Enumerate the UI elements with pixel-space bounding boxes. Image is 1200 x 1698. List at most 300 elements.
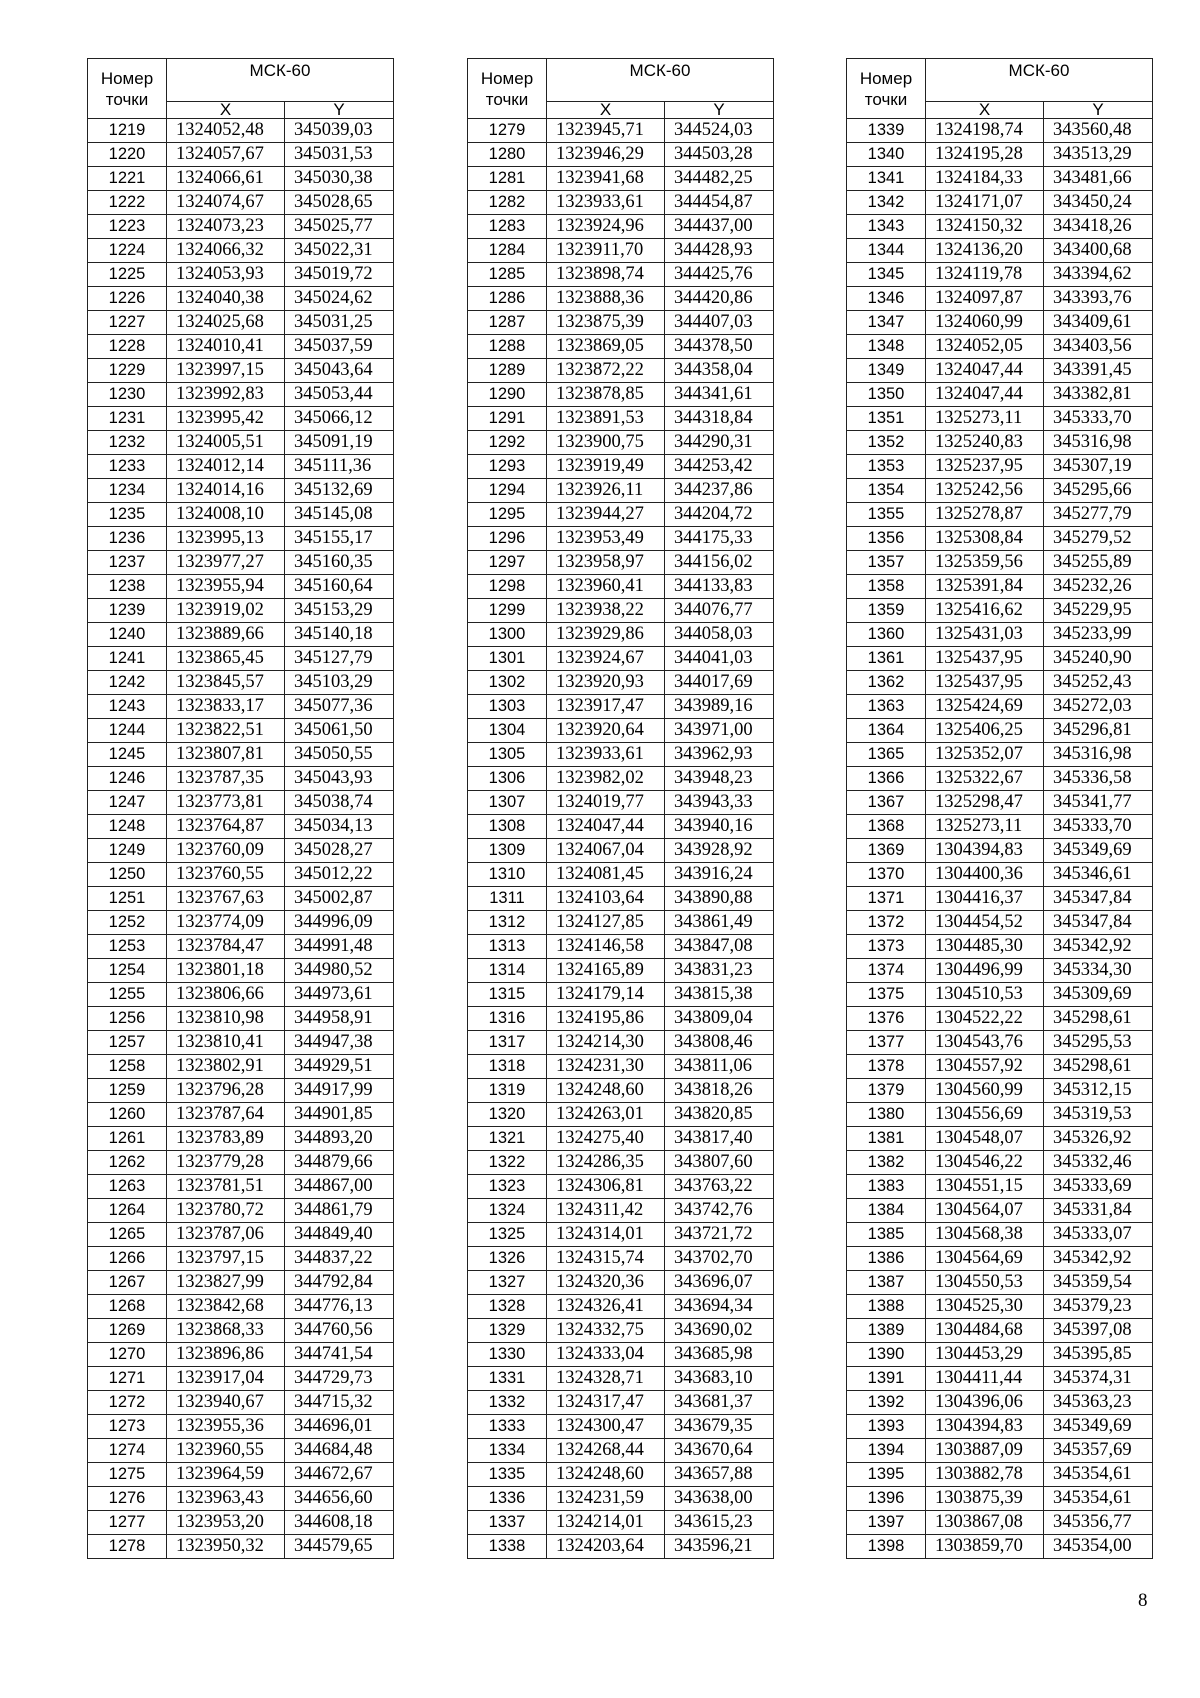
x-coordinate-cell: 1323796,28 [167, 1079, 285, 1103]
y-coordinate-cell: 343940,16 [665, 815, 774, 839]
point-number-cell: 1345 [847, 263, 926, 287]
table-row [468, 1343, 774, 1367]
x-coordinate-cell: 1324067,04 [547, 839, 665, 863]
x-coordinate-cell: 1323995,13 [167, 527, 285, 551]
y-coordinate-cell: 345346,61 [1044, 863, 1153, 887]
table-row [88, 239, 394, 263]
y-coordinate-cell: 345279,52 [1044, 527, 1153, 551]
point-number-cell: 1334 [468, 1439, 547, 1463]
y-coordinate-cell: 345359,54 [1044, 1271, 1153, 1295]
x-coordinate-cell: 1323941,68 [547, 167, 665, 191]
y-coordinate-cell: 343393,76 [1044, 287, 1153, 311]
x-coordinate-cell: 1324300,47 [547, 1415, 665, 1439]
table-row [468, 215, 774, 239]
y-coordinate-cell: 343818,26 [665, 1079, 774, 1103]
x-coordinate-cell: 1323779,28 [167, 1151, 285, 1175]
point-number-cell: 1236 [88, 527, 167, 551]
y-coordinate-cell: 344867,00 [285, 1175, 394, 1199]
coordinates-table-1 [87, 58, 394, 1559]
point-number-cell: 1353 [847, 455, 926, 479]
x-coordinate-cell: 1325437,95 [926, 647, 1044, 671]
x-coordinate-cell: 1323872,22 [547, 359, 665, 383]
table-row [88, 959, 394, 983]
point-number-cell: 1308 [468, 815, 547, 839]
point-number-cell: 1294 [468, 479, 547, 503]
point-number-cell: 1239 [88, 599, 167, 623]
y-coordinate-cell: 345077,36 [285, 695, 394, 719]
point-number-cell: 1373 [847, 935, 926, 959]
point-number-cell: 1348 [847, 335, 926, 359]
point-number-cell: 1396 [847, 1487, 926, 1511]
point-number-cell: 1319 [468, 1079, 547, 1103]
x-coordinate-cell: 1325237,95 [926, 455, 1044, 479]
table-row [468, 1079, 774, 1103]
point-number-cell: 1291 [468, 407, 547, 431]
y-coordinate-cell: 345002,87 [285, 887, 394, 911]
x-coordinate-cell: 1323767,63 [167, 887, 285, 911]
coordinate-system-header: МСК-60 [926, 59, 1153, 102]
table-row [88, 215, 394, 239]
y-coordinate-cell: 343657,88 [665, 1463, 774, 1487]
y-coordinate-cell: 345349,69 [1044, 1415, 1153, 1439]
y-coordinate-cell: 344290,31 [665, 431, 774, 455]
y-coordinate-cell: 345326,92 [1044, 1127, 1153, 1151]
point-number-cell: 1281 [468, 167, 547, 191]
table-row [847, 359, 1153, 383]
point-number-cell: 1220 [88, 143, 167, 167]
x-coordinate-cell: 1324198,74 [926, 119, 1044, 143]
table-row [847, 503, 1153, 527]
point-number-cell: 1323 [468, 1175, 547, 1199]
y-coordinate-cell: 345397,08 [1044, 1319, 1153, 1343]
point-number-cell: 1252 [88, 911, 167, 935]
table-row [88, 383, 394, 407]
point-number-cell: 1377 [847, 1031, 926, 1055]
x-coordinate-cell: 1323787,64 [167, 1103, 285, 1127]
y-coordinate-cell: 343989,16 [665, 695, 774, 719]
x-coordinate-cell: 1323865,45 [167, 647, 285, 671]
point-number-cell: 1270 [88, 1343, 167, 1367]
table-row [468, 671, 774, 695]
point-number-cell: 1316 [468, 1007, 547, 1031]
table-row [88, 1511, 394, 1535]
table-row [847, 1487, 1153, 1511]
x-coordinate-cell: 1324268,44 [547, 1439, 665, 1463]
y-coordinate-cell: 343683,10 [665, 1367, 774, 1391]
y-coordinate-cell: 344980,52 [285, 959, 394, 983]
y-coordinate-cell: 345155,17 [285, 527, 394, 551]
x-coordinate-cell: 1323911,70 [547, 239, 665, 263]
x-coordinate-cell: 1324326,41 [547, 1295, 665, 1319]
table-row [468, 599, 774, 623]
table-row [468, 1175, 774, 1199]
x-coordinate-cell: 1323926,11 [547, 479, 665, 503]
y-coordinate-cell: 343409,61 [1044, 311, 1153, 335]
x-coordinate-cell: 1325298,47 [926, 791, 1044, 815]
point-number-cell: 1390 [847, 1343, 926, 1367]
x-coordinate-cell: 1324081,45 [547, 863, 665, 887]
x-coordinate-cell: 1324179,14 [547, 983, 665, 1007]
x-coordinate-cell: 1304485,30 [926, 935, 1044, 959]
y-coordinate-cell: 345232,26 [1044, 575, 1153, 599]
point-number-cell: 1378 [847, 1055, 926, 1079]
x-coordinate-cell: 1304548,07 [926, 1127, 1044, 1151]
point-number-cell: 1349 [847, 359, 926, 383]
x-coordinate-cell: 1324333,04 [547, 1343, 665, 1367]
point-number-cell: 1333 [468, 1415, 547, 1439]
point-number-cell: 1225 [88, 263, 167, 287]
point-number-cell: 1341 [847, 167, 926, 191]
x-coordinate-cell: 1324040,38 [167, 287, 285, 311]
x-coordinate-cell: 1303859,70 [926, 1535, 1044, 1559]
point-number-cell: 1234 [88, 479, 167, 503]
point-number-cell: 1247 [88, 791, 167, 815]
y-coordinate-cell: 344318,84 [665, 407, 774, 431]
y-header: Y [665, 102, 774, 119]
table-row [468, 1439, 774, 1463]
x-coordinate-cell: 1324286,35 [547, 1151, 665, 1175]
point-number-cell: 1238 [88, 575, 167, 599]
table-row [88, 935, 394, 959]
y-coordinate-cell: 345140,18 [285, 623, 394, 647]
x-coordinate-cell: 1324150,32 [926, 215, 1044, 239]
table-row [88, 1487, 394, 1511]
x-coordinate-cell: 1323929,86 [547, 623, 665, 647]
y-coordinate-cell: 345111,36 [285, 455, 394, 479]
x-coordinate-cell: 1324010,41 [167, 335, 285, 359]
y-coordinate-cell: 345331,84 [1044, 1199, 1153, 1223]
x-coordinate-cell: 1324195,28 [926, 143, 1044, 167]
y-coordinate-cell: 343916,24 [665, 863, 774, 887]
y-coordinate-cell: 344437,00 [665, 215, 774, 239]
point-number-cell: 1248 [88, 815, 167, 839]
x-coordinate-cell: 1325242,56 [926, 479, 1044, 503]
point-number-cell: 1327 [468, 1271, 547, 1295]
table-row [847, 1103, 1153, 1127]
point-number-cell: 1315 [468, 983, 547, 1007]
table-row [468, 743, 774, 767]
y-coordinate-cell: 345153,29 [285, 599, 394, 623]
point-number-cell: 1223 [88, 215, 167, 239]
point-number-cell: 1250 [88, 863, 167, 887]
x-coordinate-cell: 1324311,42 [547, 1199, 665, 1223]
point-number-cell: 1257 [88, 1031, 167, 1055]
x-coordinate-cell: 1323920,93 [547, 671, 665, 695]
x-coordinate-cell: 1323938,22 [547, 599, 665, 623]
point-number-cell: 1245 [88, 743, 167, 767]
y-coordinate-cell: 344715,32 [285, 1391, 394, 1415]
table-row [88, 407, 394, 431]
table-row [847, 983, 1153, 1007]
point-number-cell: 1276 [88, 1487, 167, 1511]
x-coordinate-cell: 1324171,07 [926, 191, 1044, 215]
table-row [847, 887, 1153, 911]
table-row [88, 1199, 394, 1223]
x-coordinate-cell: 1323955,36 [167, 1415, 285, 1439]
y-coordinate-cell: 344958,91 [285, 1007, 394, 1031]
table-row [847, 1367, 1153, 1391]
y-coordinate-cell: 345240,90 [1044, 647, 1153, 671]
x-coordinate-cell: 1325406,25 [926, 719, 1044, 743]
y-coordinate-cell: 345022,31 [285, 239, 394, 263]
x-coordinate-cell: 1325431,03 [926, 623, 1044, 647]
table-row [468, 815, 774, 839]
x-coordinate-cell: 1323963,43 [167, 1487, 285, 1511]
y-coordinate-cell: 345356,77 [1044, 1511, 1153, 1535]
x-coordinate-cell: 1325278,87 [926, 503, 1044, 527]
y-coordinate-cell: 343811,06 [665, 1055, 774, 1079]
point-number-cell: 1358 [847, 575, 926, 599]
x-coordinate-cell: 1323891,53 [547, 407, 665, 431]
y-coordinate-cell: 345160,35 [285, 551, 394, 575]
point-number-cell: 1243 [88, 695, 167, 719]
point-number-cell: 1228 [88, 335, 167, 359]
point-number-cell: 1297 [468, 551, 547, 575]
point-number-cell: 1384 [847, 1199, 926, 1223]
table-row [88, 719, 394, 743]
table-row [88, 1247, 394, 1271]
point-number-cell: 1260 [88, 1103, 167, 1127]
point-number-cell: 1241 [88, 647, 167, 671]
x-coordinate-cell: 1323807,81 [167, 743, 285, 767]
x-coordinate-cell: 1323995,42 [167, 407, 285, 431]
x-coordinate-cell: 1323802,91 [167, 1055, 285, 1079]
table-row [88, 1151, 394, 1175]
y-coordinate-cell: 345043,64 [285, 359, 394, 383]
point-number-cell: 1222 [88, 191, 167, 215]
point-number-cell: 1232 [88, 431, 167, 455]
y-coordinate-cell: 344378,50 [665, 335, 774, 359]
y-coordinate-cell: 345127,79 [285, 647, 394, 671]
table-row [88, 143, 394, 167]
x-coordinate-cell: 1304560,99 [926, 1079, 1044, 1103]
y-coordinate-cell: 344076,77 [665, 599, 774, 623]
point-number-cell: 1283 [468, 215, 547, 239]
point-number-cell: 1367 [847, 791, 926, 815]
point-number-cell: 1330 [468, 1343, 547, 1367]
point-number-cell: 1226 [88, 287, 167, 311]
point-number-cell: 1280 [468, 143, 547, 167]
x-coordinate-cell: 1304543,76 [926, 1031, 1044, 1055]
point-number-cell: 1302 [468, 671, 547, 695]
x-coordinate-cell: 1324073,23 [167, 215, 285, 239]
y-coordinate-cell: 343702,70 [665, 1247, 774, 1271]
table-row [88, 671, 394, 695]
point-number-cell: 1340 [847, 143, 926, 167]
point-number-cell: 1342 [847, 191, 926, 215]
point-number-cell: 1346 [847, 287, 926, 311]
x-coordinate-cell: 1323787,35 [167, 767, 285, 791]
point-number-cell: 1364 [847, 719, 926, 743]
y-coordinate-cell: 343890,88 [665, 887, 774, 911]
table-row [847, 167, 1153, 191]
point-number-cell: 1269 [88, 1319, 167, 1343]
point-number-cell: 1381 [847, 1127, 926, 1151]
x-coordinate-cell: 1323896,86 [167, 1343, 285, 1367]
y-coordinate-cell: 343513,29 [1044, 143, 1153, 167]
point-number-cell: 1285 [468, 263, 547, 287]
y-coordinate-cell: 344175,33 [665, 527, 774, 551]
table-row [468, 911, 774, 935]
y-coordinate-cell: 344133,83 [665, 575, 774, 599]
x-coordinate-cell: 1323919,49 [547, 455, 665, 479]
x-coordinate-cell: 1323783,89 [167, 1127, 285, 1151]
table-row [468, 1415, 774, 1439]
point-number-cell: 1244 [88, 719, 167, 743]
point-number-cell: 1331 [468, 1367, 547, 1391]
x-coordinate-cell: 1325240,83 [926, 431, 1044, 455]
point-number-cell: 1370 [847, 863, 926, 887]
x-coordinate-cell: 1324195,86 [547, 1007, 665, 1031]
x-coordinate-cell: 1323964,59 [167, 1463, 285, 1487]
table-row [468, 647, 774, 671]
y-coordinate-cell: 345349,69 [1044, 839, 1153, 863]
point-number-cell: 1392 [847, 1391, 926, 1415]
table-row [847, 815, 1153, 839]
y-coordinate-cell: 345333,07 [1044, 1223, 1153, 1247]
y-coordinate-cell: 345030,38 [285, 167, 394, 191]
y-coordinate-cell: 345341,77 [1044, 791, 1153, 815]
y-coordinate-cell: 344420,86 [665, 287, 774, 311]
table-row [847, 1295, 1153, 1319]
table-row [847, 1247, 1153, 1271]
table-row [88, 551, 394, 575]
table-row [847, 1007, 1153, 1031]
x-coordinate-cell: 1304568,38 [926, 1223, 1044, 1247]
point-number-cell: 1356 [847, 527, 926, 551]
x-coordinate-cell: 1323878,85 [547, 383, 665, 407]
y-coordinate-cell: 345334,30 [1044, 959, 1153, 983]
point-number-cell: 1286 [468, 287, 547, 311]
y-coordinate-cell: 344929,51 [285, 1055, 394, 1079]
y-coordinate-cell: 344503,28 [665, 143, 774, 167]
x-coordinate-cell: 1323898,74 [547, 263, 665, 287]
y-coordinate-cell: 345034,13 [285, 815, 394, 839]
x-coordinate-cell: 1323842,68 [167, 1295, 285, 1319]
table-row [88, 1175, 394, 1199]
y-coordinate-cell: 345145,08 [285, 503, 394, 527]
point-number-cell: 1265 [88, 1223, 167, 1247]
point-number-cell: 1372 [847, 911, 926, 935]
y-coordinate-cell: 345028,65 [285, 191, 394, 215]
table-row [847, 119, 1153, 143]
x-coordinate-cell: 1323806,66 [167, 983, 285, 1007]
y-coordinate-cell: 343861,49 [665, 911, 774, 935]
x-coordinate-cell: 1323945,71 [547, 119, 665, 143]
x-coordinate-cell: 1323992,83 [167, 383, 285, 407]
table-row [88, 431, 394, 455]
table-row [88, 983, 394, 1007]
y-coordinate-cell: 343391,45 [1044, 359, 1153, 383]
x-coordinate-cell: 1324231,30 [547, 1055, 665, 1079]
point-number-header: Номер точки [88, 59, 167, 119]
table-row [468, 551, 774, 575]
x-coordinate-cell: 1323920,64 [547, 719, 665, 743]
point-number-cell: 1237 [88, 551, 167, 575]
y-coordinate-cell: 344358,04 [665, 359, 774, 383]
table-row [88, 647, 394, 671]
table-row [847, 311, 1153, 335]
x-coordinate-cell: 1325416,62 [926, 599, 1044, 623]
table-row [468, 527, 774, 551]
x-coordinate-cell: 1324275,40 [547, 1127, 665, 1151]
x-coordinate-cell: 1323773,81 [167, 791, 285, 815]
table-row [468, 1367, 774, 1391]
x-coordinate-cell: 1323933,61 [547, 191, 665, 215]
table-row [847, 911, 1153, 935]
x-coordinate-cell: 1324184,33 [926, 167, 1044, 191]
x-coordinate-cell: 1303882,78 [926, 1463, 1044, 1487]
coordinates-table-3 [846, 58, 1153, 1559]
x-coordinate-cell: 1323787,06 [167, 1223, 285, 1247]
table-row [468, 143, 774, 167]
table-row [468, 263, 774, 287]
y-coordinate-cell: 344729,73 [285, 1367, 394, 1391]
y-coordinate-cell: 344253,42 [665, 455, 774, 479]
x-coordinate-cell: 1324019,77 [547, 791, 665, 815]
point-number-cell: 1295 [468, 503, 547, 527]
x-coordinate-cell: 1323982,02 [547, 767, 665, 791]
y-coordinate-cell: 345312,15 [1044, 1079, 1153, 1103]
point-number-cell: 1298 [468, 575, 547, 599]
point-number-cell: 1289 [468, 359, 547, 383]
table-row [88, 839, 394, 863]
x-coordinate-cell: 1324119,78 [926, 263, 1044, 287]
x-coordinate-cell: 1304484,68 [926, 1319, 1044, 1343]
x-coordinate-cell: 1323900,75 [547, 431, 665, 455]
table-row [468, 1511, 774, 1535]
table-row [847, 335, 1153, 359]
table-row [468, 359, 774, 383]
x-coordinate-cell: 1323845,57 [167, 671, 285, 695]
x-coordinate-cell: 1323784,47 [167, 935, 285, 959]
x-coordinate-cell: 1323919,02 [167, 599, 285, 623]
table-row [468, 479, 774, 503]
x-coordinate-cell: 1323760,55 [167, 863, 285, 887]
point-number-cell: 1261 [88, 1127, 167, 1151]
y-coordinate-cell: 344482,25 [665, 167, 774, 191]
x-coordinate-cell: 1323888,36 [547, 287, 665, 311]
table-row [88, 287, 394, 311]
point-number-cell: 1268 [88, 1295, 167, 1319]
x-coordinate-cell: 1325437,95 [926, 671, 1044, 695]
point-number-cell: 1230 [88, 383, 167, 407]
table-row [847, 1199, 1153, 1223]
point-number-cell: 1246 [88, 767, 167, 791]
point-number-cell: 1262 [88, 1151, 167, 1175]
y-coordinate-cell: 343685,98 [665, 1343, 774, 1367]
table-row [847, 1319, 1153, 1343]
y-coordinate-cell: 345298,61 [1044, 1055, 1153, 1079]
y-coordinate-cell: 344237,86 [665, 479, 774, 503]
y-coordinate-cell: 344156,02 [665, 551, 774, 575]
y-coordinate-cell: 343638,00 [665, 1487, 774, 1511]
x-coordinate-cell: 1304551,15 [926, 1175, 1044, 1199]
y-coordinate-cell: 345298,61 [1044, 1007, 1153, 1031]
table-row [88, 335, 394, 359]
point-number-cell: 1318 [468, 1055, 547, 1079]
x-coordinate-cell: 1304556,69 [926, 1103, 1044, 1127]
point-number-cell: 1300 [468, 623, 547, 647]
y-coordinate-cell: 345160,64 [285, 575, 394, 599]
x-coordinate-cell: 1323764,87 [167, 815, 285, 839]
table-row [88, 263, 394, 287]
table-row [468, 719, 774, 743]
table-row [88, 503, 394, 527]
y-coordinate-cell: 343681,37 [665, 1391, 774, 1415]
y-coordinate-cell: 343679,35 [665, 1415, 774, 1439]
x-coordinate-cell: 1324136,20 [926, 239, 1044, 263]
